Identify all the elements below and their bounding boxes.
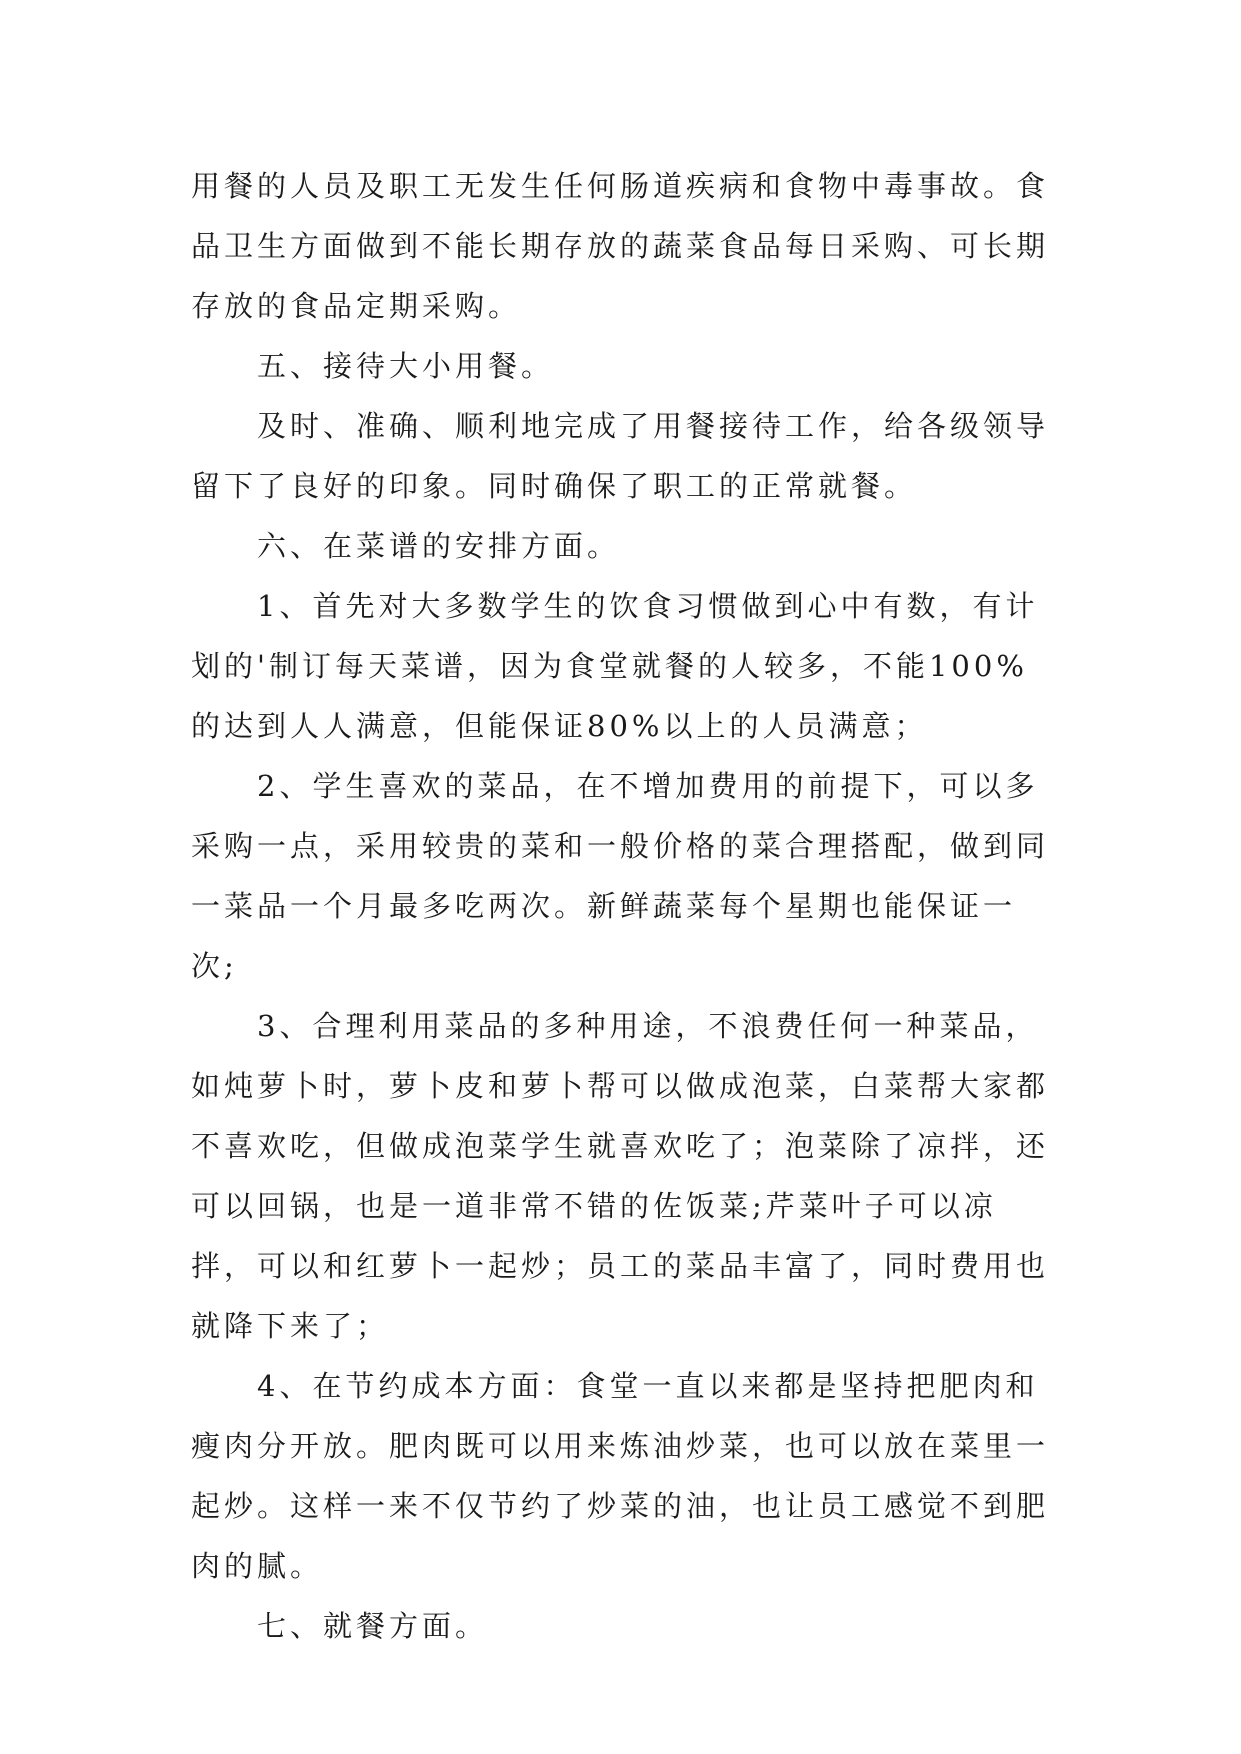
document-body xyxy=(191,156,1051,1656)
list-item-4: 4、在节约成本方面：食堂一直以来都是坚持把肥肉和瘦肉分开放。肥肉既可以用来炼油炒菜，也可以放在菜里一起炒。这样一来不仅节约了炒菜的油，也让员工感觉不到肥肉的腻。 xyxy=(191,1369,1050,1583)
list-item-1: 1、首先对大多数学生的饮食习惯做到心中有数，有计划的'制订每天菜谱，因为食堂就餐的人较多，不能100%的达到人人满意，但能保证80%以上的人员满意； xyxy=(191,589,1039,743)
paragraph-reception: 及时、准确、顺利地完成了用餐接待工作，给各级领导留下了良好的印象。同时确保了职工的正常就餐。 xyxy=(191,409,1050,503)
section-heading-7: 七、就餐方面。 xyxy=(257,1609,489,1643)
list-item-2: 2、学生喜欢的菜品，在不增加费用的前提下，可以多采购一点，采用较贵的菜和一般价格的菜合理搭配，做到同一菜品一个月最多吃两次。新鲜蔬菜每个星期也能保证一次; xyxy=(191,769,1050,983)
paragraph-continuation: 用餐的人员及职工无发生任何肠道疾病和食物中毒事故。食品卫生方面做到不能长期存放的蔬菜食品每日采购、可长期存放的食品定期采购。 xyxy=(191,169,1050,323)
list-item-3: 3、合理利用菜品的多种用途，不浪费任何一种菜品，如炖萝卜时，萝卜皮和萝卜帮可以做成泡菜，白菜帮大家都不喜欢吃，但做成泡菜学生就喜欢吃了；泡菜除了凉拌，还可以回锅，也是一道非常不错的佐饭菜;芹菜叶子可以凉拌，可以和红萝卜一起炒；员工的菜品丰富了，同时费用也就降下来了； xyxy=(191,1009,1050,1343)
section-heading-6: 六、在菜谱的安排方面。 xyxy=(257,529,621,563)
section-heading-5: 五、接待大小用餐。 xyxy=(257,349,555,383)
